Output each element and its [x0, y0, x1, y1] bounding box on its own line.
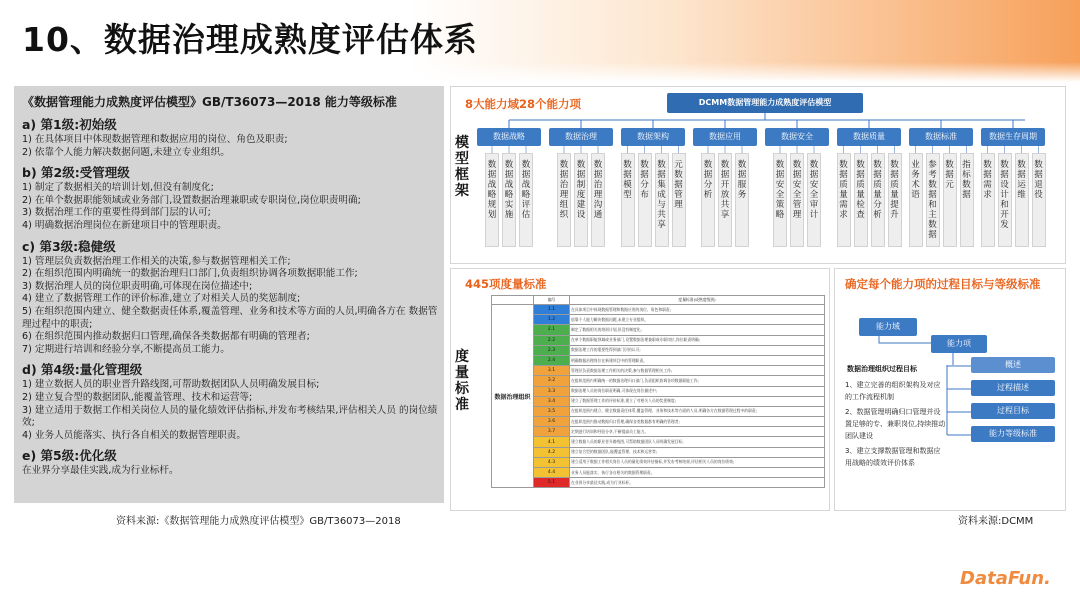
- group-cell: 数据治理组织: [492, 305, 534, 488]
- level-code-cell: 1.2: [534, 315, 570, 325]
- table-row: [492, 345, 825, 355]
- level-code-cell: 4.3: [534, 457, 570, 467]
- level-item: 1) 管理层负责数据治理工作相关的决策,参与数据管理相关工作;: [22, 255, 291, 267]
- level-item: 4) 业务人员能落实、执行各自相关的数据管理职责。: [22, 429, 246, 441]
- capability-item: 数据退役: [1032, 153, 1046, 247]
- domain-box: 数据质量: [837, 128, 901, 146]
- criterion-cell: 在组织范围内建立、健全数据责任体系,覆盖管理、业务和技术等方面的人员,明确各方在数据管理过程中的职责;: [570, 406, 825, 416]
- criterion-cell: 在单个数据职能领域或业务部门,设置数据治理兼职或专职岗位,岗位职责明确;: [570, 335, 825, 345]
- criterion-cell: 建立适用于数据工作相关岗位人员的量化绩效评估指标,并发布考核结果,评估相关人员的岗位绩效;: [570, 457, 825, 467]
- capability-item-box: 能力项: [931, 335, 987, 353]
- table-header-desc: 度量标准(成熟度级别): [570, 296, 825, 305]
- level-code-cell: 4.1: [534, 437, 570, 447]
- level-standard-heading: 《数据管理能力成熟度评估模型》GB/T36073—2018 能力等级标准: [22, 95, 397, 109]
- criterion-cell: 业务人员能落实、执行各自相关的数据管理职责。: [570, 468, 825, 478]
- table-row: [492, 457, 825, 467]
- table-row: [492, 305, 825, 315]
- criterion-cell: 明确数据治理岗位在新建项目中的管理职责。: [570, 355, 825, 365]
- capability-item: 数据安全审计: [807, 153, 821, 247]
- domain-box: 数据生存周期: [981, 128, 1045, 146]
- table-row: [492, 366, 825, 376]
- level-item: 2) 建立复合型的数据团队,能覆盖管理、技术和运营等;: [22, 391, 253, 403]
- table-row: [492, 478, 825, 488]
- level-item: 5) 在组织范围内建立、健全数据责任体系,覆盖管理、业务和技术等方面的人员,明确各方在 数据管理过程中的职责;: [22, 305, 438, 330]
- level-item: 1) 制定了数据相关的培训计划,但没有制度化;: [22, 182, 214, 194]
- table-row: [492, 468, 825, 478]
- level-title: b) 第2级:受管理级: [22, 165, 130, 181]
- level-code-cell: 3.5: [534, 406, 570, 416]
- model-label: 8大能力域28个能力项: [465, 97, 582, 111]
- level-item: 6) 在组织范围内推动数据归口管理,确保各类数据都有明确的管理者;: [22, 331, 310, 343]
- capability-item: 数据质量提升: [888, 153, 902, 247]
- level-item: 1) 在具体项目中体现数据管理和数据应用的岗位、角色及职责;: [22, 134, 288, 145]
- level-list: [22, 115, 438, 478]
- table-row: [492, 406, 825, 416]
- level-code-cell: 3.1: [534, 366, 570, 376]
- goal-item: 2、数据管理明确归口管理并设置足够的专、兼职岗位,持续推动团队建设: [845, 408, 946, 440]
- criterion-cell: 建立数据人员的职业晋升路线图,可帮助数据团队人员明确发展目标;: [570, 437, 825, 447]
- level-code-cell: 3.3: [534, 386, 570, 396]
- table-row: [492, 325, 825, 335]
- level-code-cell: 3.7: [534, 427, 570, 437]
- domain-box: 数据安全: [765, 128, 829, 146]
- dcmm-root-box: DCMM数据管理能力成熟度评估模型: [667, 93, 863, 113]
- level-item: 4) 建立了数据管理工作的评价标准,建立了对相关人员的奖惩制度;: [22, 293, 301, 305]
- level-title: d) 第4级:量化管理级: [22, 362, 143, 378]
- goal-list: [845, 379, 947, 472]
- capability-item: 数据服务: [735, 153, 749, 247]
- capability-item: 数据元: [943, 153, 957, 247]
- tree-connectors: [451, 87, 1067, 265]
- criterion-cell: 数据治理工作的重要性得到部门层的认可;: [570, 345, 825, 355]
- domain-box: 数据治理: [549, 128, 613, 146]
- goal-item: 1、建立完善的组织架构及对应的工作流程机制: [845, 381, 941, 401]
- criterion-cell: 定期进行培训和经验分享,不断提高员工能力。: [570, 427, 825, 437]
- criterion-cell: 建立复合型的数据团队,能覆盖管理、技术和运营等;: [570, 447, 825, 457]
- criterion-cell: 在组织范围内明确统一的数据治理归口部门,负责组织协调各项数据职能工作;: [570, 376, 825, 386]
- capability-item: 数据质量检查: [854, 153, 868, 247]
- level-standard-button[interactable]: 能力等级标准: [971, 426, 1055, 442]
- capability-item: 数据集成与共享: [655, 153, 669, 247]
- criterion-cell: 数据治理人员的岗位职责明确,可体现在岗位描述中;: [570, 386, 825, 396]
- level-item: 在业界分享最佳实践,成为行业标杆。: [22, 465, 179, 477]
- criterion-cell: 管理层负责数据治理工作相关的决策,参与数据管理相关工作;: [570, 366, 825, 376]
- process-goal-button[interactable]: 过程目标: [971, 403, 1055, 419]
- level-title: e) 第5级:优化级: [22, 448, 117, 464]
- level-code-cell: 4.4: [534, 468, 570, 478]
- capability-item: 数据制度建设: [574, 153, 588, 247]
- capability-item: 参考数据和主数据: [926, 153, 940, 247]
- level-code-cell: 1.1: [534, 305, 570, 315]
- level-code-cell: 2.3: [534, 345, 570, 355]
- capability-item: 数据治理沟通: [591, 153, 605, 247]
- capability-item: 数据设计和开发: [998, 153, 1012, 247]
- table-row: [492, 417, 825, 427]
- level-code-cell: 3.4: [534, 396, 570, 406]
- process-panel: [834, 268, 1066, 511]
- level-item: 2) 依靠个人能力解决数据问题,未建立专业组织。: [22, 146, 230, 158]
- capability-item: 数据战略评估: [519, 153, 533, 247]
- capability-item: 数据治理组织: [557, 153, 571, 247]
- criterion-cell: 制定了数据相关的培训计划,但没有制度化;: [570, 325, 825, 335]
- metrics-side-label: 度量标准: [455, 349, 469, 413]
- capability-domain-box: 能力域: [859, 318, 917, 336]
- domain-box: 数据标准: [909, 128, 973, 146]
- capability-item: 数据分布: [638, 153, 652, 247]
- capability-item: 数据开放共享: [718, 153, 732, 247]
- table-row: [492, 447, 825, 457]
- level-item: 2) 在单个数据职能领域或业务部门,设置数据治理兼职或专职岗位,岗位职责明确;: [22, 194, 361, 206]
- criterion-cell: 在业界分享最佳实践,成为行业标杆。: [570, 478, 825, 488]
- metrics-label: 445项度量标准: [465, 277, 547, 291]
- capability-item: 数据质量分析: [871, 153, 885, 247]
- table-row: [492, 376, 825, 386]
- process-desc-button[interactable]: 过程描述: [971, 380, 1055, 396]
- level-item: 2) 在组织范围内明确统一的数据治理归口部门,负责组织协调各项数据职能工作;: [22, 268, 358, 280]
- datafun-logo: DataFun.: [960, 568, 1051, 589]
- table-row: [492, 335, 825, 345]
- table-row: [492, 437, 825, 447]
- domain-box: 数据架构: [621, 128, 685, 146]
- level-item: 1) 建立数据人员的职业晋升路线图,可帮助数据团队人员明确发展目标;: [22, 379, 320, 391]
- metrics-table: [491, 295, 825, 488]
- metrics-panel: [450, 268, 830, 511]
- model-framework-panel: [450, 86, 1066, 264]
- level-code-cell: 3.2: [534, 376, 570, 386]
- capability-item: 数据安全管理: [790, 153, 804, 247]
- criterion-cell: 在组织范围内推动数据归口管理,确保各类数据都有明确的管理者;: [570, 417, 825, 427]
- table-row: [492, 427, 825, 437]
- capability-item: 数据安全策略: [773, 153, 787, 247]
- capability-item: 数据分析: [701, 153, 715, 247]
- table-row: [492, 315, 825, 325]
- capability-item: 元数据管理: [672, 153, 686, 247]
- source-left: 资料来源:《数据管理能力成熟度评估模型》GB/T36073—2018: [116, 516, 401, 527]
- capability-item: 数据质量需求: [837, 153, 851, 247]
- table-header-blank: [492, 296, 534, 305]
- level-code-cell: 5.1: [534, 478, 570, 488]
- source-right: 资料来源:DCMM: [958, 516, 1034, 527]
- level-item: 4) 明确数据治理岗位在新建项目中的管理职责。: [22, 219, 227, 231]
- overview-button[interactable]: 概述: [971, 357, 1055, 373]
- domain-box: 数据应用: [693, 128, 757, 146]
- level-code-cell: 2.4: [534, 355, 570, 365]
- level-code-cell: 3.6: [534, 417, 570, 427]
- level-code-cell: 2.2: [534, 335, 570, 345]
- capability-item: 数据战略规划: [485, 153, 499, 247]
- level-item: 3) 数据治理人员的岗位职责明确,可体现在岗位描述中;: [22, 280, 253, 292]
- table-header-code: 编号: [534, 296, 570, 305]
- level-title: c) 第3级:稳健级: [22, 238, 116, 254]
- level-item: 3) 数据治理工作的重要性得到部门层的认可;: [22, 207, 211, 219]
- level-item: 7) 定期进行培训和经验分享,不断提高员工能力。: [22, 343, 230, 355]
- header-fade: [0, 62, 1080, 82]
- capability-item: 数据需求: [981, 153, 995, 247]
- process-label: 确定每个能力项的过程目标与等级标准: [845, 277, 1041, 291]
- page-title: 10、数据治理成熟度评估体系: [22, 20, 478, 59]
- capability-item: 数据模型: [621, 153, 635, 247]
- goal-item: 3、建立支撑数据管理和数据应用战略的绩效评价体系: [845, 447, 941, 467]
- criterion-cell: 在具体项目中体现数据管理和数据应用的岗位、角色和职责;: [570, 305, 825, 315]
- level-title: a) 第1级:初始级: [22, 117, 117, 132]
- capability-item: 业务术语: [909, 153, 923, 247]
- capability-item: 数据运维: [1015, 153, 1029, 247]
- capability-item: 数据战略实施: [502, 153, 516, 247]
- table-row: [492, 355, 825, 365]
- level-code-cell: 4.2: [534, 447, 570, 457]
- criterion-cell: 建立了数据管理工作的评价标准,建立了对相关人员的奖惩制度;: [570, 396, 825, 406]
- process-subtitle: 数据治理组织过程目标: [847, 365, 917, 373]
- table-row: [492, 396, 825, 406]
- capability-item: 指标数据: [960, 153, 974, 247]
- model-side-label: 模型框架: [455, 135, 469, 199]
- criterion-cell: 依靠个人能力解决数据问题,未建立专业组织。: [570, 315, 825, 325]
- table-row: [492, 386, 825, 396]
- metrics-table-wrap: [491, 295, 825, 488]
- level-code-cell: 2.1: [534, 325, 570, 335]
- level-item: 3) 建立适用于数据工作相关岗位人员的量化绩效评估指标,并发布考核结果,评估相关人员 的岗位绩效;: [22, 404, 438, 429]
- level-standard-panel: [14, 86, 444, 503]
- domain-box: 数据战略: [477, 128, 541, 146]
